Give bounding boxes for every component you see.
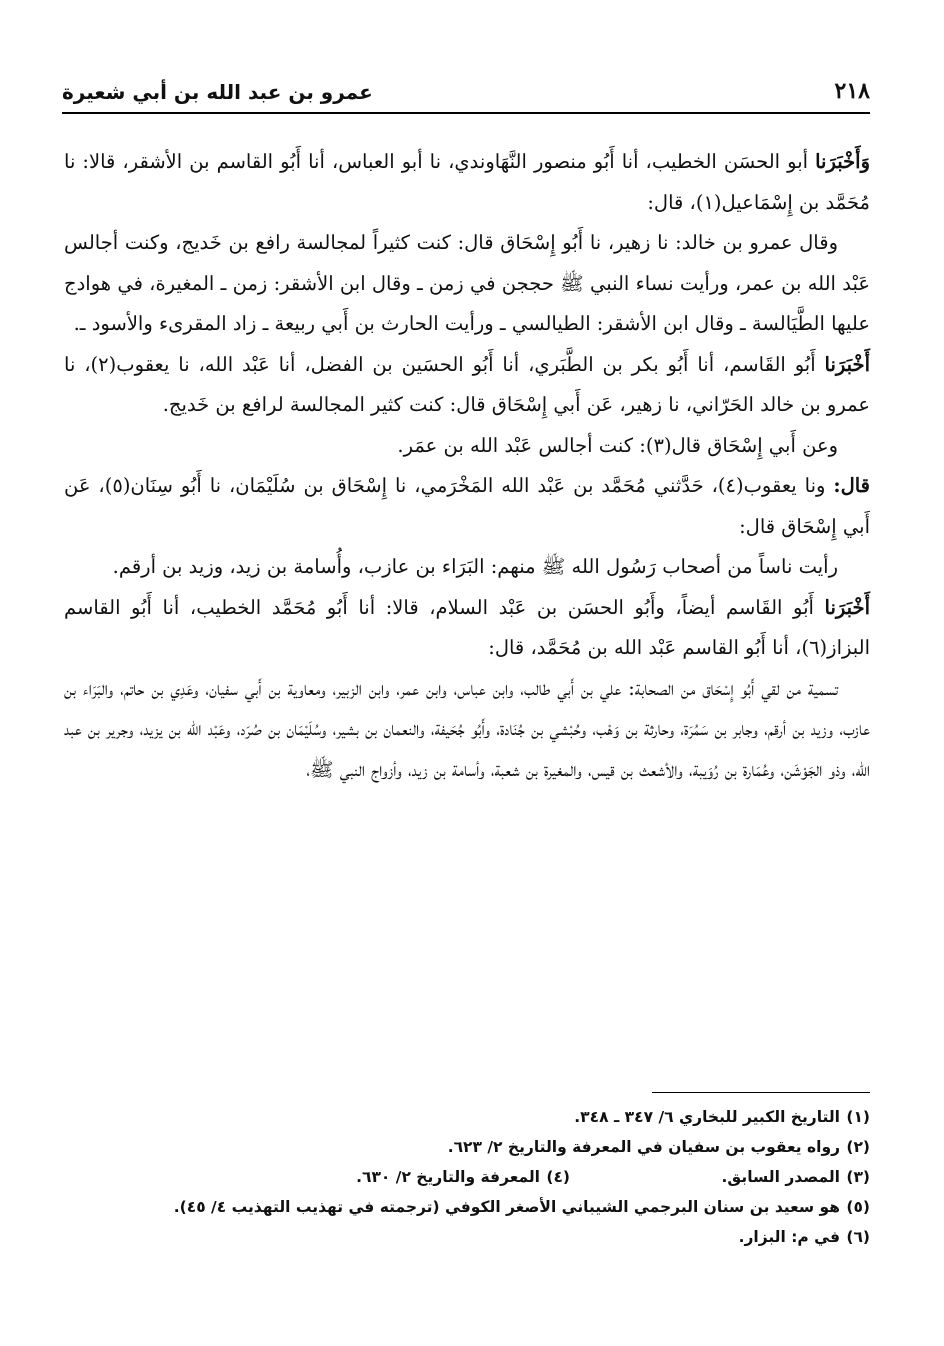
main-text bbox=[64, 142, 870, 790]
footnote-text: رواه يعقوب بن سفيان في المعرفة والتاريخ ٢/ ٦٢٣. bbox=[447, 1138, 840, 1156]
page-number: ٢١٨ bbox=[834, 78, 870, 104]
footnote bbox=[570, 1162, 870, 1192]
footnote-text: المعرفة والتاريخ ٢/ ٦٣٠. bbox=[356, 1168, 540, 1186]
paragraph bbox=[64, 223, 870, 345]
page-header bbox=[62, 72, 870, 114]
paragraph bbox=[64, 588, 870, 669]
footnote-number: (٥) bbox=[846, 1198, 870, 1216]
footnote-text: المصدر السابق. bbox=[721, 1168, 840, 1186]
footnote-number: (٢) bbox=[846, 1138, 870, 1156]
paragraph bbox=[64, 426, 870, 467]
footnote-text: التاريخ الكبير للبخاري ٦/ ٣٤٧ ـ ٣٤٨. bbox=[574, 1108, 840, 1126]
paragraph-text: أَبُو القَاسم، أنا أَبُو بكر بن الطَّبَري، أنا أَبُو الحسَين بن الفضل، أنا عَبْد الله، نا يعقوب(٢)، نا عمرو بن خالد الحَرّاني، نا زهير، عَن أَبي إِسْحَاق قال: كنت كثير المجالسة لرافع بن خَديج. bbox=[64, 352, 870, 416]
paragraph-text: أبو الحسَن الخطيب، أنا أَبُو منصور النَّهَاوندي، نا أبو العباس، أنا أَبُو القاسم بن الأشقر، قالا: نا مُحَمَّد بن إِسْمَاعيل(١)، قال: bbox=[64, 150, 870, 214]
paragraph-text: وعن أَبي إِسْحَاق قال(٣): كنت أجالس عَبْد الله بن عمَر. bbox=[397, 433, 838, 457]
running-title: عمرو بن عبد الله بن أبي شعيرة bbox=[62, 80, 373, 104]
footnote bbox=[64, 1192, 870, 1222]
footnotes bbox=[64, 1102, 870, 1252]
paragraph-text: تسمية من لقي أَبُو إِسْحَاق من الصحابة: علي بن أَبي طالب، وابن عباس، وابن عمر، وابن الزبير، ومعاوية بن أَبي سفيان، وعَدِي بن حاتم، والبَرَاء بن عازب، وزيد بن أرقم، وجابر بن سَمُرَة، وحارثة بن وَهْب، وحُبْشي بن جُنَادة، وأَبُو جُحَيفة، والنعمان بن بشير، وسُلَيْمَان بن صُرَد، وعَبْد الله بن يزيد، وجرير بن عبد الله، وذو الجَوْشَن، وعُمَارة بن رُوَيبة، والأشعث بن قيس، والمغيرة بن شعبة، وأسامة بن زيد، وأزواج النبي ﷺ، bbox=[64, 676, 870, 781]
footnote-number: (٤) bbox=[546, 1168, 570, 1186]
paragraph bbox=[64, 669, 870, 791]
paragraph bbox=[64, 547, 870, 588]
footnote bbox=[64, 1222, 870, 1252]
paragraph-lead: قال: bbox=[833, 474, 871, 497]
paragraph-lead: أَخْبَرَنا bbox=[824, 595, 870, 619]
footnote-text: هو سعيد بن سنان البرجمي الشيباني الأصغر الكوفي (ترجمته في تهذيب التهذيب ٤/ ٤٥). bbox=[173, 1198, 840, 1216]
footnote-row bbox=[64, 1162, 870, 1192]
footnote-text: في م: البزار. bbox=[738, 1228, 840, 1246]
paragraph bbox=[64, 345, 870, 426]
paragraph-lead: وَأَخْبَرَنا bbox=[815, 150, 870, 173]
footnote-number: (٣) bbox=[846, 1168, 870, 1186]
footnote-number: (١) bbox=[846, 1108, 870, 1126]
paragraph-text: أَبُو القَاسم أيضاً، وأَبُو الحسَن بن عَبْد السلام، قالا: أنا أَبُو مُحَمَّد الخطيب، أنا أَبُو القاسم البزاز(٦)، أنا أَبُو القاسم عَبْد الله بن مُحَمَّد، قال: bbox=[64, 595, 870, 659]
footnote bbox=[64, 1132, 870, 1162]
paragraph-text: رأيت ناساً من أصحاب رَسُول الله ﷺ منهم: البَرَاء بن عازب، وأُسامة بن زيد، وزيد بن أرقم. bbox=[112, 555, 838, 578]
paragraph-text: وقال عمرو بن خالد: نا زهير، نا أَبُو إِسْحَاق قال: كنت كثيراً لمجالسة رافع بن خَديج، وكنت أجالس عَبْد الله بن عمر، ورأيت نساء النبي ﷺ حججن في زمن ـ وقال ابن الأشقر: زمن ـ المغيرة، في هوادج عليها الطَّيَالسة ـ وقال ابن الأشقر: الطيالسي ـ ورأيت الحارث بن أَبي ربيعة ـ زاد المقرىء والأسود ـ. bbox=[64, 231, 870, 335]
footnote bbox=[270, 1162, 570, 1192]
paragraph-text: ونا يعقوب(٤)، حَدَّثني مُحَمَّد بن عَبْد الله المَخْرَمي، نا إِسْحَاق بن سُلَيْمَان، نا أَبُو سِنَان(٥)، عَن أَبي إِسْحَاق قال: bbox=[64, 474, 870, 538]
footnote-number: (٦) bbox=[846, 1228, 870, 1246]
paragraph bbox=[64, 142, 870, 223]
footnote-divider bbox=[652, 1092, 870, 1093]
footnote bbox=[64, 1102, 870, 1132]
paragraph bbox=[64, 466, 870, 547]
paragraph-lead: أَخْبَرَنا bbox=[824, 352, 870, 376]
